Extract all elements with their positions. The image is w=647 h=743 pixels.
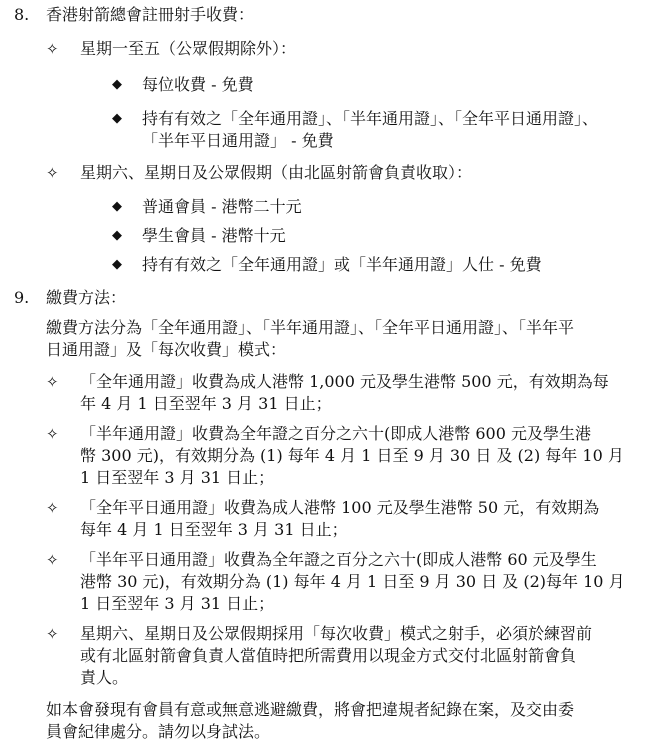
outline-diamond-bullet-icon: ✧: [46, 373, 59, 391]
section-8-heading: 香港射箭總會註冊射手收費：: [46, 5, 255, 24]
outline-diamond-bullet-icon: ✧: [46, 164, 59, 182]
annual-weekday-pass-line-2: 每年 4 月 1 日至翌年 3 月 31 日止；: [80, 520, 348, 539]
weekend-fee-label: 星期六、星期日及公眾假期（由北區射箭會負責收取）：: [80, 163, 473, 182]
section-9-number: 9.: [14, 288, 30, 307]
filled-diamond-bullet-icon: ◆: [112, 111, 122, 126]
weekday-pass-holder-line-1: 持有有效之「全年通用證」、「半年通用證」、「全年平日通用證」、: [142, 109, 599, 128]
annual-weekday-pass-line-1: 「全年平日通用證」收費為成人港幣 100 元及學生港幣 50 元，有效期為: [80, 498, 600, 517]
filled-diamond-bullet-icon: ◆: [112, 199, 122, 214]
half-year-weekday-pass-line-1: 「半年平日通用證」收費為全年證之百分之六十(即成人港幣 60 元及學生: [80, 550, 597, 569]
weekday-fee-item: 每位收費 - 免費: [142, 75, 254, 94]
weekend-student-member-fee: 學生會員 - 港幣十元: [142, 226, 286, 245]
payment-intro-line-1: 繳費方法分為「全年通用證」、「半年通用證」、「全年平日通用證」、「半年平: [46, 318, 575, 337]
per-session-fee-line-1: 星期六、星期日及公眾假期採用「每次收費」模式之射手，必須於練習前: [80, 624, 593, 643]
half-year-pass-line-3: 1 日至翌年 3 月 31 日止；: [80, 468, 275, 487]
half-year-weekday-pass-line-3: 1 日至翌年 3 月 31 日止；: [80, 594, 275, 613]
payment-intro-line-2: 日通用證」及「每次收費」模式：: [46, 340, 287, 359]
half-year-pass-line-1: 「半年通用證」收費為全年證之百分之六十(即成人港幣 600 元及學生港: [80, 424, 591, 443]
outline-diamond-bullet-icon: ✧: [46, 40, 59, 58]
filled-diamond-bullet-icon: ◆: [112, 77, 122, 92]
outline-diamond-bullet-icon: ✧: [46, 425, 59, 443]
half-year-weekday-pass-line-2: 港幣 30 元)，有效期分為 (1) 每年 4 月 1 日至 9 月 30 日 及 (2)每年 10 月: [80, 572, 625, 591]
weekend-pass-holder-fee: 持有有效之「全年通用證」或「半年通用證」人仕 - 免費: [142, 255, 542, 274]
filled-diamond-bullet-icon: ◆: [112, 257, 122, 272]
section-8-number: 8.: [14, 5, 30, 24]
filled-diamond-bullet-icon: ◆: [112, 228, 122, 243]
outline-diamond-bullet-icon: ✧: [46, 499, 59, 517]
weekday-fee-label: 星期一至五（公眾假期除外）：: [80, 39, 297, 58]
half-year-pass-line-2: 幣 300 元)，有效期分為 (1) 每年 4 月 1 日至 9 月 30 日 及 (2) 每年 10 月: [80, 446, 624, 465]
section-9-heading: 繳費方法：: [46, 288, 127, 307]
fee-evasion-warning-line-1: 如本會發現有會員有意或無意逃避繳費，將會把違規者紀錄在案，及交由委: [46, 700, 575, 719]
weekday-pass-holder-line-2: 「半年平日通用證」 - 免費: [142, 131, 334, 150]
outline-diamond-bullet-icon: ✧: [46, 625, 59, 643]
fee-evasion-warning-line-2: 員會紀律處分。請勿以身試法。: [46, 722, 271, 741]
annual-pass-line-2: 年 4 月 1 日至翌年 3 月 31 日止；: [80, 394, 332, 413]
annual-pass-line-1: 「全年通用證」收費為成人港幣 1,000 元及學生港幣 500 元，有效期為每: [80, 372, 609, 391]
weekend-regular-member-fee: 普通會員 - 港幣二十元: [142, 197, 302, 216]
per-session-fee-line-2: 或有北區射箭會負責人當值時把所需費用以現金方式交付北區射箭會負: [80, 646, 577, 665]
outline-diamond-bullet-icon: ✧: [46, 551, 59, 569]
per-session-fee-line-3: 責人。: [80, 668, 129, 687]
